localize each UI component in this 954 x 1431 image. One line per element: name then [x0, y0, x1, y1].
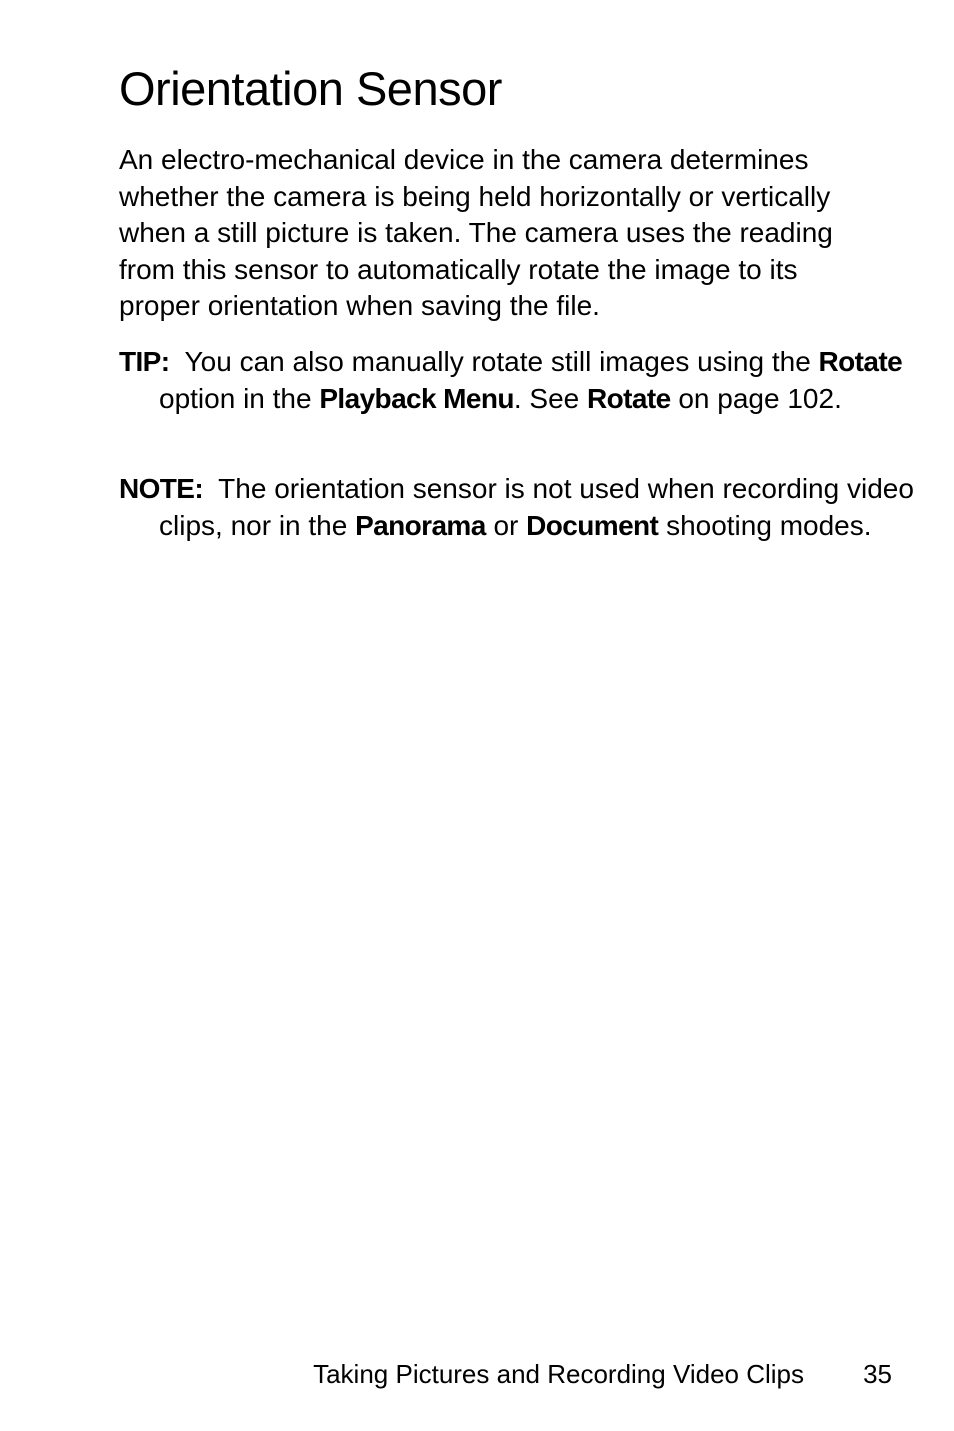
- note-label: NOTE:: [119, 473, 204, 504]
- page-title: Orientation Sensor: [119, 62, 502, 115]
- intro-paragraph: An electro-mechanical device in the camera determines whether the camera is being held horizontally or vertically when a still picture is taken. The camera uses the reading from this sensor to automatically rotate the image to its proper orientation when saving the file.: [119, 144, 833, 321]
- tip-rotate-term: Rotate: [818, 346, 903, 377]
- note-text-1: The orientation sensor is not used when recording video clips, nor in the: [159, 473, 914, 541]
- note-document-term: Document: [526, 509, 659, 541]
- tip-callout: [119, 344, 929, 417]
- tip-text-3: . See: [513, 382, 580, 414]
- note-callout: [119, 471, 929, 544]
- note-text-2: or: [493, 509, 519, 541]
- footer-section-title: Taking Pictures and Recording Video Clips: [313, 1359, 804, 1389]
- tip-label: TIP:: [119, 346, 170, 377]
- note-text-3: shooting modes.: [666, 509, 872, 541]
- footer-page-number: 35: [863, 1359, 892, 1389]
- note-panorama-term: Panorama: [355, 509, 486, 541]
- tip-rotate-link-term: Rotate: [587, 382, 671, 414]
- tip-text-1: You can also manually rotate still images using the: [184, 346, 811, 377]
- tip-text-2: option in the: [159, 382, 312, 414]
- tip-playback-menu-term: Playback Menu: [319, 382, 514, 414]
- tip-text-4: on page 102.: [678, 382, 842, 414]
